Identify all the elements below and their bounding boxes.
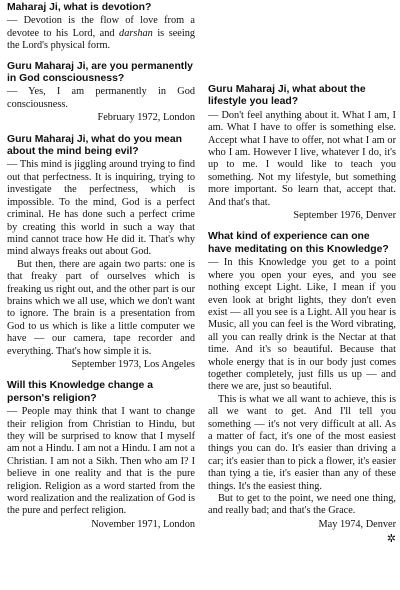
question-heading: What kind of experience can one have meditating on this Knowledge? [208, 231, 389, 255]
answer-paragraph: — Don't feel anything about it. What I am, I am. What I have to offer is something else. Accept what I have to offer, not what I am or who I am. However I live, whatever I do, it's up to me. I would like to teach you something. Not my lifestyle, but something more important. So learn that, accept that. And that's that. [208, 109, 396, 208]
answer-paragraph: — Devotion is the flow of love from a devotee to his Lord, and darshan is seeing the Lord's physical form. [7, 15, 196, 52]
source-date-location: November 1971, London [91, 518, 195, 530]
qa-mind-evil [7, 134, 195, 372]
answer [7, 86, 195, 111]
answer [7, 159, 195, 358]
qa-meditation-experience [208, 231, 396, 545]
question-heading: Will this Knowledge change a person's religion? [7, 380, 153, 404]
source-date-location: September 1973, Los Angeles [71, 358, 195, 370]
question-heading: Maharaj Ji, what is devotion? [7, 2, 152, 13]
answer-paragraph: — This mind is jiggling around trying to find out that perfectness. It is inquiring, trying to investigate the perfectness, which is impossible. To the mind, God is a perfect criminal. He has done such a perfect crime by creating this world in such a way that mind cannot trace how He did it. That's why mind always freaks out about God. [7, 159, 195, 258]
answer [208, 110, 396, 209]
left-column [7, 2, 195, 590]
answer-paragraph: — People may think that I want to change their religion from Christian to Hindu, but they will be surprised to know that I myself am not a Hindu. I am not a Hindu. I am not a Christian. I am not a Sikh. Then who am I? I believe in one reality and that is the pure religion. Religion as a word started from the word realization and the realization of God is the pure and perfect religion. [7, 406, 195, 517]
answer-paragraph: But to get to the point, we need one thing, and really bad; and that's the Grace. [208, 493, 396, 517]
qa-religion [7, 380, 195, 531]
qa-god-consciousness [7, 61, 195, 125]
question-heading: Guru Maharaj Ji, what do you mean about the mind being evil? [7, 133, 182, 158]
answer-paragraph: But then, there are again two parts: one is that freaky part of ourselves which is freaking us right out, and the other part is our brains which we all use, which we don't want to ignore. The brain is a presentation from God to us which is like a little computer we have — our camera, tape recorder and everything. That's how simple it is. [7, 258, 195, 357]
answer [7, 406, 195, 518]
right-column [208, 2, 396, 590]
source-date-location: May 1974, Denver [318, 518, 396, 530]
qa-lifestyle [208, 84, 396, 222]
source-date-location: February 1972, London [97, 112, 195, 124]
source-date-location: September 1976, Denver [293, 210, 396, 222]
qa-devotion [7, 2, 195, 61]
answer [208, 257, 396, 518]
end-mark-icon: ✲ [386, 532, 396, 546]
answer-paragraph: This is what we all want to achieve, this is all we want to get. And I'll tell you something — it's not very difficult at all. As a matter of fact, it's one of the most easiest things you can do. It's easier than driving a car; it's easier than to pick a flower, it's easier than tying a tie, it's easier than any of these things. It's the easiest thing. [208, 393, 396, 492]
question-heading: Guru Maharaj Ji, what about the lifestyle you lead? [208, 84, 366, 108]
question-heading: Guru Maharaj Ji, are you permanently in God consciousness? [7, 60, 193, 85]
answer-paragraph: — Yes, I am permanently in God consciousness. [7, 86, 195, 110]
answer [7, 15, 195, 52]
answer-paragraph: — In this Knowledge you get to a point where you open your eyes, and you see nothing except Light. Like, I mean if you even look at bright lights, they don't even exist — all you see is a Light. All you hear is Music, all you can feel is the Word vibrating, all you can really drink is the Nectar at that time. And it's so beautiful. Because that whole energy that is in our body just comes together completely, just fills us up — and there we are, just so beautiful. [208, 257, 396, 393]
